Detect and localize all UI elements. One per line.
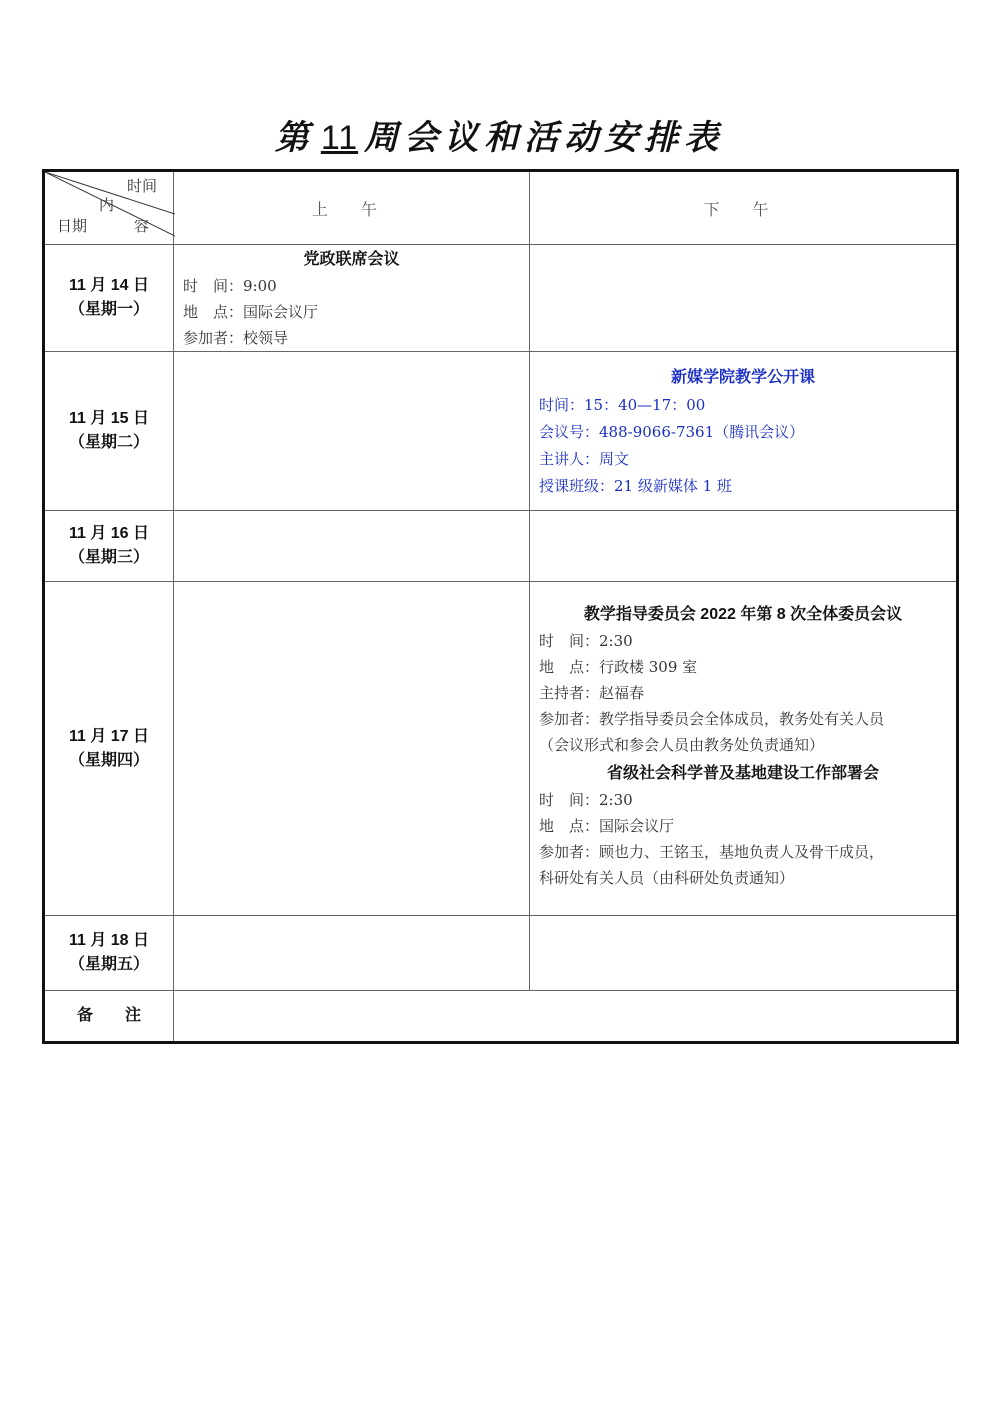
morning-cell <box>174 245 530 352</box>
event-time: 时间：15：40—17：00 <box>539 396 706 414</box>
event-note: （会议形式和参会人员由教务处负责通知） <box>539 736 825 754</box>
afternoon-cell <box>530 916 958 991</box>
morning-cell <box>174 352 530 511</box>
date-cell <box>44 582 174 916</box>
event-speaker: 主讲人：周文 <box>539 450 630 468</box>
weekday-text: （星期二） <box>68 434 149 451</box>
corner-cell <box>44 171 174 245</box>
morning-cell <box>174 582 530 916</box>
morning-cell <box>174 916 530 991</box>
event-title-2: 省级社会科学普及基地建设工作部署会 <box>606 765 879 782</box>
table-row <box>44 582 958 916</box>
event-time: 时 间：2:30 <box>539 632 633 650</box>
page-title <box>0 110 999 159</box>
event-host: 主持者：赵福春 <box>539 684 645 702</box>
event-attendees-2-cont: 科研处有关人员（由科研处负责通知） <box>539 869 795 887</box>
table-row <box>44 511 958 582</box>
afternoon-header: 下 午 <box>530 171 958 245</box>
event-attendees: 参加者：校领导 <box>183 329 289 347</box>
table-row <box>44 916 958 991</box>
schedule-table <box>42 169 959 1044</box>
afternoon-cell <box>530 511 958 582</box>
event-location-2: 地 点：国际会议厅 <box>539 817 675 835</box>
remarks-row <box>44 991 958 1043</box>
remarks-content <box>174 991 958 1043</box>
weekday-text: （星期五） <box>68 956 149 973</box>
corner-content-label-2: 容 <box>133 217 149 235</box>
date-text: 11 月 14 日 <box>68 277 150 294</box>
event-location: 地 点：行政楼 309 室 <box>539 658 698 676</box>
event-title: 党政联席会议 <box>303 251 400 268</box>
event-time-2: 时 间：2:30 <box>539 791 633 809</box>
event-location: 地 点：国际会议厅 <box>183 303 319 321</box>
table-row <box>44 245 958 352</box>
meeting-id: 会议号：488-9066-7361（腾讯会议） <box>539 423 805 441</box>
date-text: 11 月 17 日 <box>68 727 150 745</box>
event-time: 时 间：9:00 <box>183 277 277 295</box>
title-suffix: 周会议和活动安排表 <box>364 118 725 158</box>
morning-header: 上 午 <box>174 171 530 245</box>
date-cell <box>44 511 174 582</box>
date-text: 11 月 16 日 <box>68 525 150 542</box>
afternoon-cell <box>530 352 958 511</box>
weekday-text: （星期一） <box>68 301 149 318</box>
weekday-text: （星期四） <box>68 751 149 769</box>
remarks-label: 备 注 <box>44 991 174 1043</box>
corner-content-label-1: 内 <box>99 196 115 214</box>
afternoon-cell <box>530 245 958 352</box>
date-text: 11 月 18 日 <box>68 932 150 949</box>
date-cell <box>44 352 174 511</box>
table-row <box>44 352 958 511</box>
date-text: 11 月 15 日 <box>68 410 150 427</box>
event-title: 教学指导委员会 2022 年第 8 次全体委员会议 <box>583 606 903 623</box>
event-class: 授课班级：21 级新媒体 1 班 <box>539 477 732 495</box>
weekday-text: （星期三） <box>68 549 149 566</box>
morning-cell <box>174 511 530 582</box>
afternoon-cell <box>530 582 958 916</box>
header-row <box>44 171 958 245</box>
corner-time-label: 时间 <box>126 177 157 195</box>
event-title: 新媒学院教学公开课 <box>670 369 815 386</box>
date-cell <box>44 245 174 352</box>
week-number: 11 <box>320 119 359 157</box>
date-cell <box>44 916 174 991</box>
title-prefix: 第 <box>274 118 315 158</box>
corner-date-label: 日期 <box>57 217 88 235</box>
event-attendees: 参加者：教学指导委员会全体成员，教务处有关人员 <box>539 710 885 728</box>
event-attendees-2: 参加者：顾也力、王铭玉，基地负责人及骨干成员， <box>539 843 885 861</box>
